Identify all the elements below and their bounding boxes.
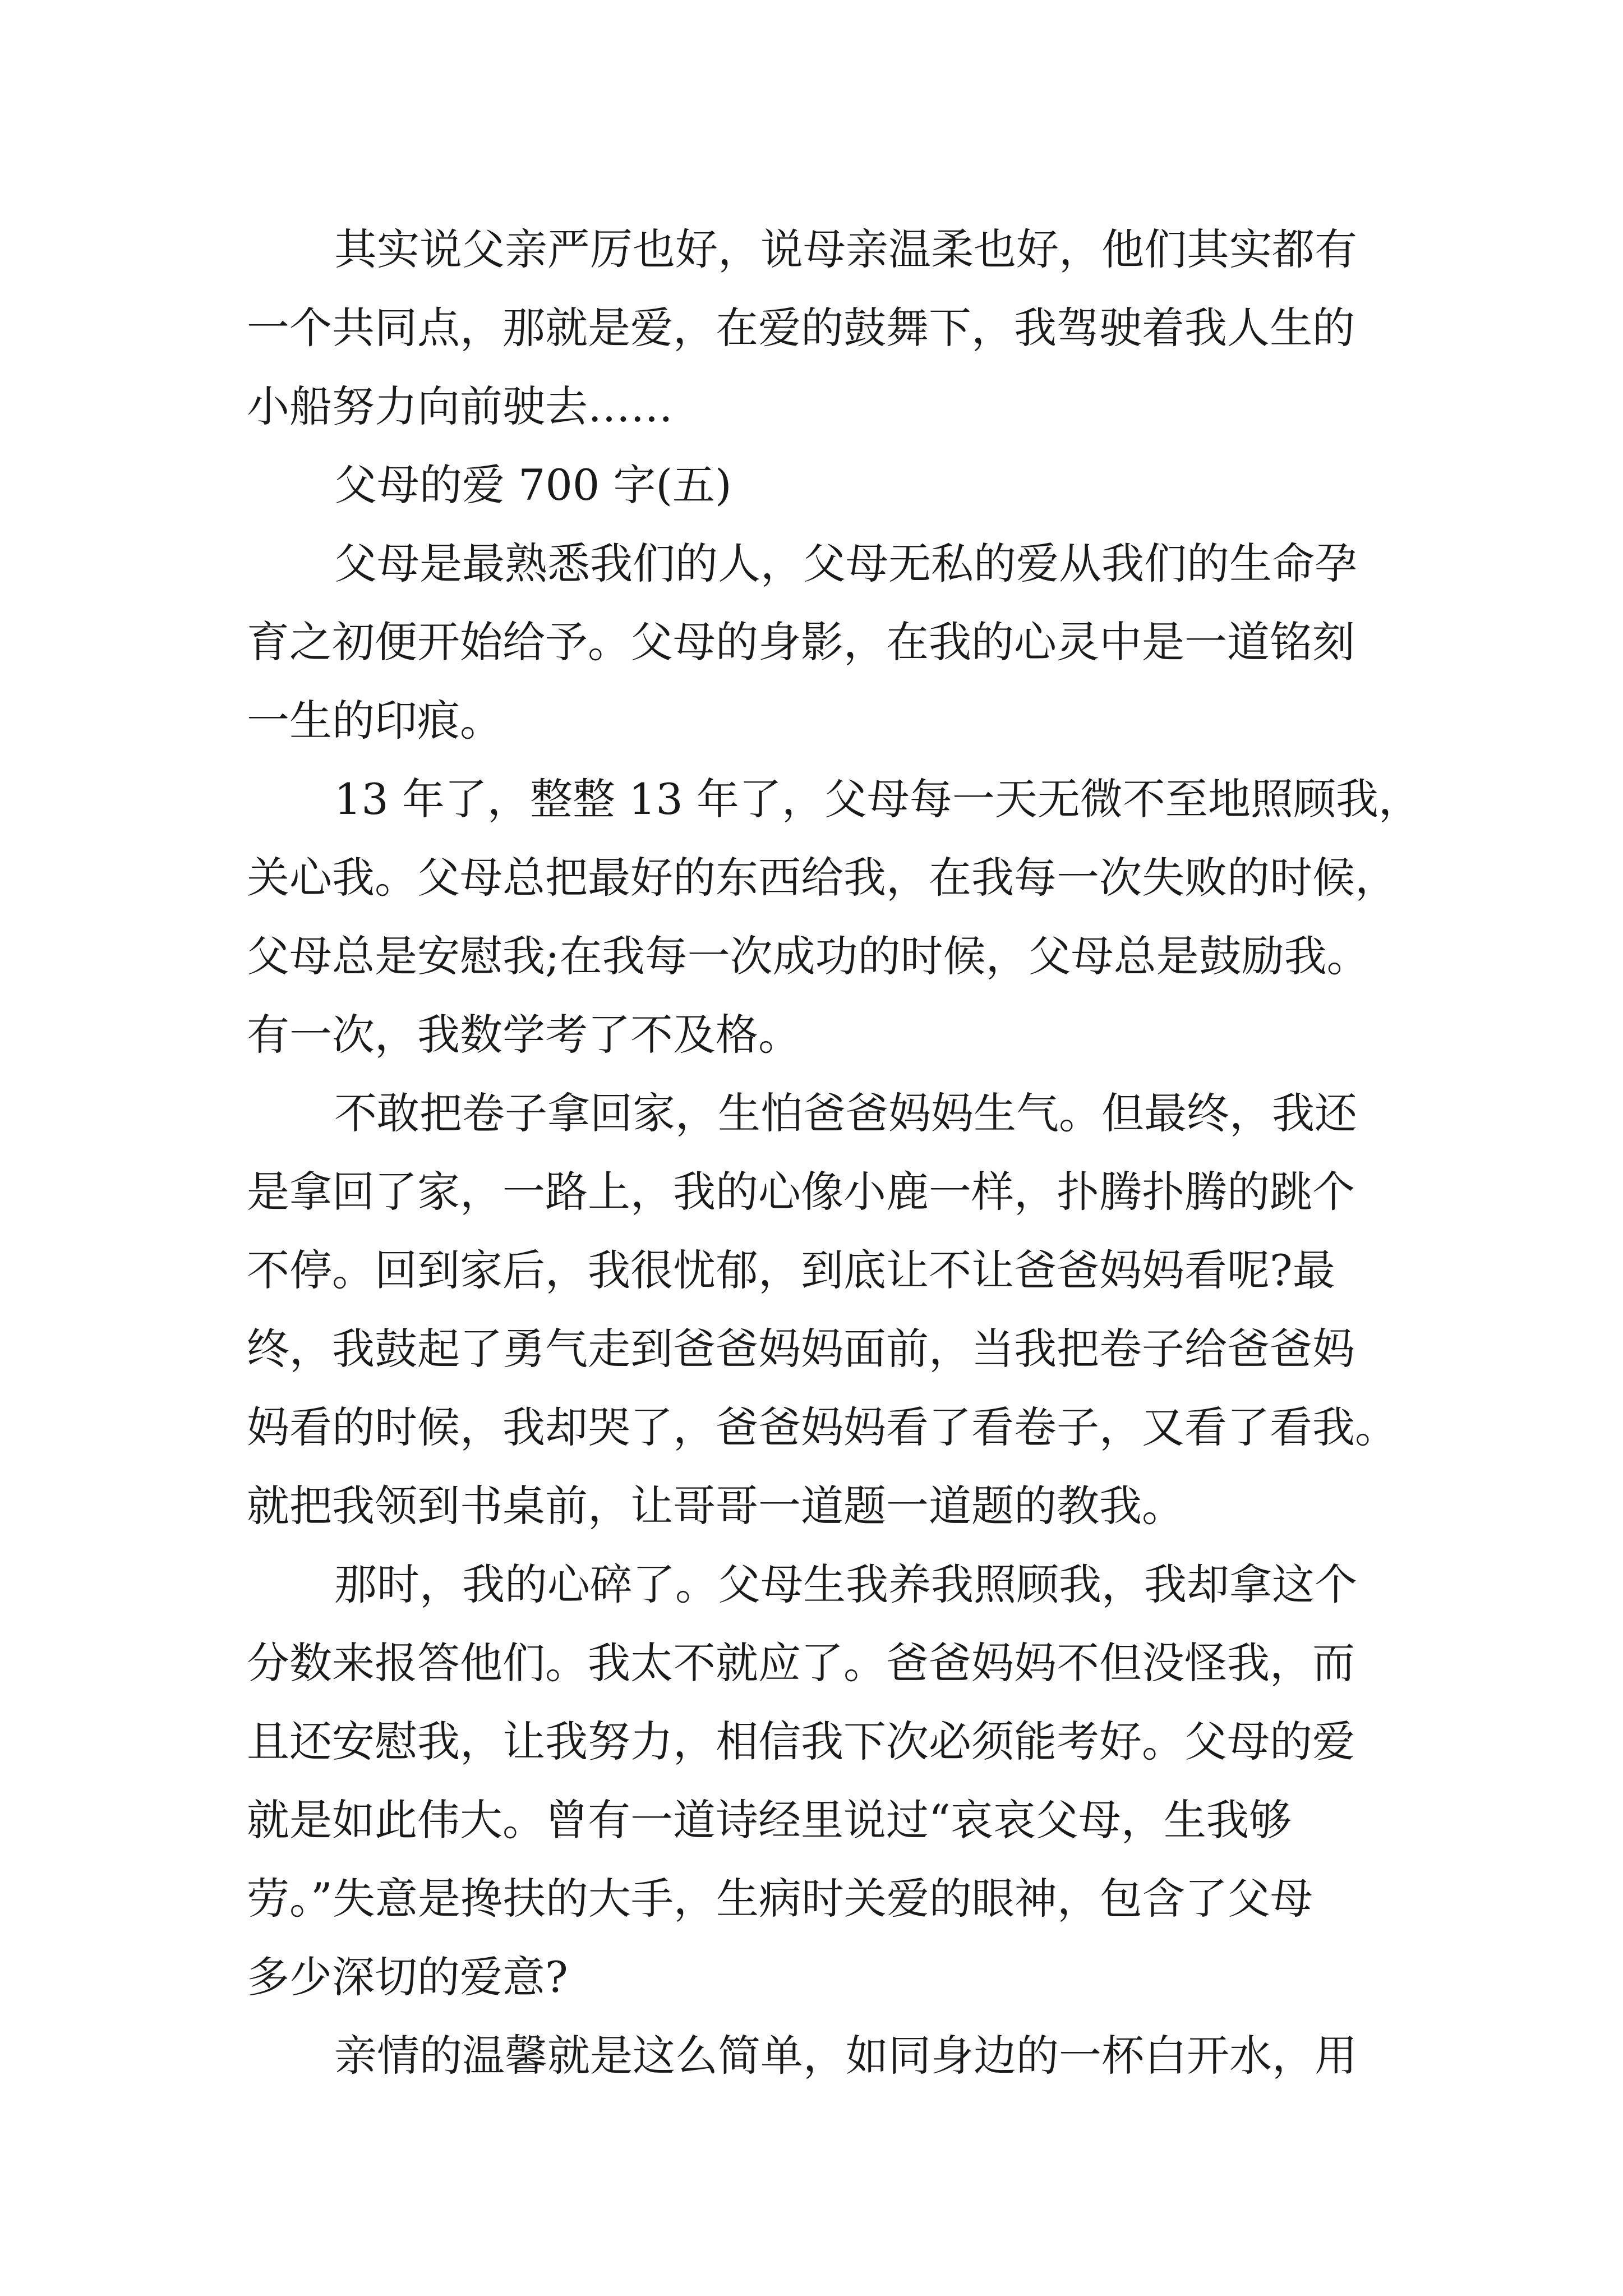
paragraph-6 xyxy=(247,2017,1413,2095)
text-line: 育之初便开始给予。父母的身影，在我的心灵中是一道铭刻 xyxy=(247,617,1355,667)
text-line: 就把我领到书桌前，让哥哥一道题一道题的教我。 xyxy=(247,1481,1184,1531)
document-body xyxy=(247,210,1421,2095)
text-line: 分数来报答他们。我太不就应了。爸爸妈妈不但没怪我，而 xyxy=(247,1638,1355,1688)
paragraph-3 xyxy=(247,760,1421,1074)
text-line: 就是如此伟大。曾有一道诗经里说过“哀哀父母，生我够 xyxy=(247,1795,1292,1845)
text-line: 不停。回到家后，我很忧郁，到底让不让爸爸妈妈看呢?最 xyxy=(247,1245,1335,1295)
paragraph-4 xyxy=(247,1074,1413,1545)
text-line: 13 年了，整整 13 年了，父母每一天无微不至地照顾我， xyxy=(334,774,1421,824)
text-line: 终，我鼓起了勇气走到爸爸妈妈面前，当我把卷子给爸爸妈 xyxy=(247,1324,1355,1374)
text-line: 父母总是安慰我;在我每一次成功的时候，父母总是鼓励我。 xyxy=(247,931,1370,981)
text-line: 有一次，我数学考了不及格。 xyxy=(247,1010,801,1060)
paragraph-1 xyxy=(247,210,1413,446)
text-line: 小船努力向前驶去…… xyxy=(247,381,673,431)
text-line: 是拿回了家，一路上，我的心像小鹿一样，扑腾扑腾的跳个 xyxy=(247,1167,1355,1217)
text-line: 一个共同点，那就是爱，在爱的鼓舞下，我驾驶着我人生的 xyxy=(247,303,1355,353)
text-line: 劳。”失意是搀扶的大手，生病时关爱的眼神，包含了父母 xyxy=(247,1874,1313,1924)
text-line: 亲情的温馨就是这么简单，如同身边的一杯白开水，用 xyxy=(334,2031,1357,2081)
text-line: 多少深切的爱意? xyxy=(247,1952,568,2002)
text-line: 一生的印痕。 xyxy=(247,696,502,746)
paragraph-5 xyxy=(247,1545,1413,2017)
text-line: 父母是最熟悉我们的人，父母无私的爱从我们的生命孕 xyxy=(334,539,1357,588)
text-line: 不敢把卷子拿回家，生怕爸爸妈妈生气。但最终，我还 xyxy=(334,1088,1357,1138)
text-line: 关心我。父母总把最好的东西给我，在我每一次失败的时候， xyxy=(247,853,1398,903)
text-line: 其实说父亲严厉也好，说母亲温柔也好，他们其实都有 xyxy=(334,224,1357,274)
section-title xyxy=(247,446,1413,524)
paragraph-2 xyxy=(247,524,1413,760)
text-line: 妈看的时候，我却哭了，爸爸妈妈看了看卷子，又看了看我。 xyxy=(247,1402,1398,1452)
title-line: 父母的爱 700 字(五) xyxy=(334,460,732,510)
text-line: 且还安慰我，让我努力，相信我下次必须能考好。父母的爱 xyxy=(247,1717,1355,1766)
text-line: 那时，我的心碎了。父母生我养我照顾我，我却拿这个 xyxy=(334,1559,1357,1609)
